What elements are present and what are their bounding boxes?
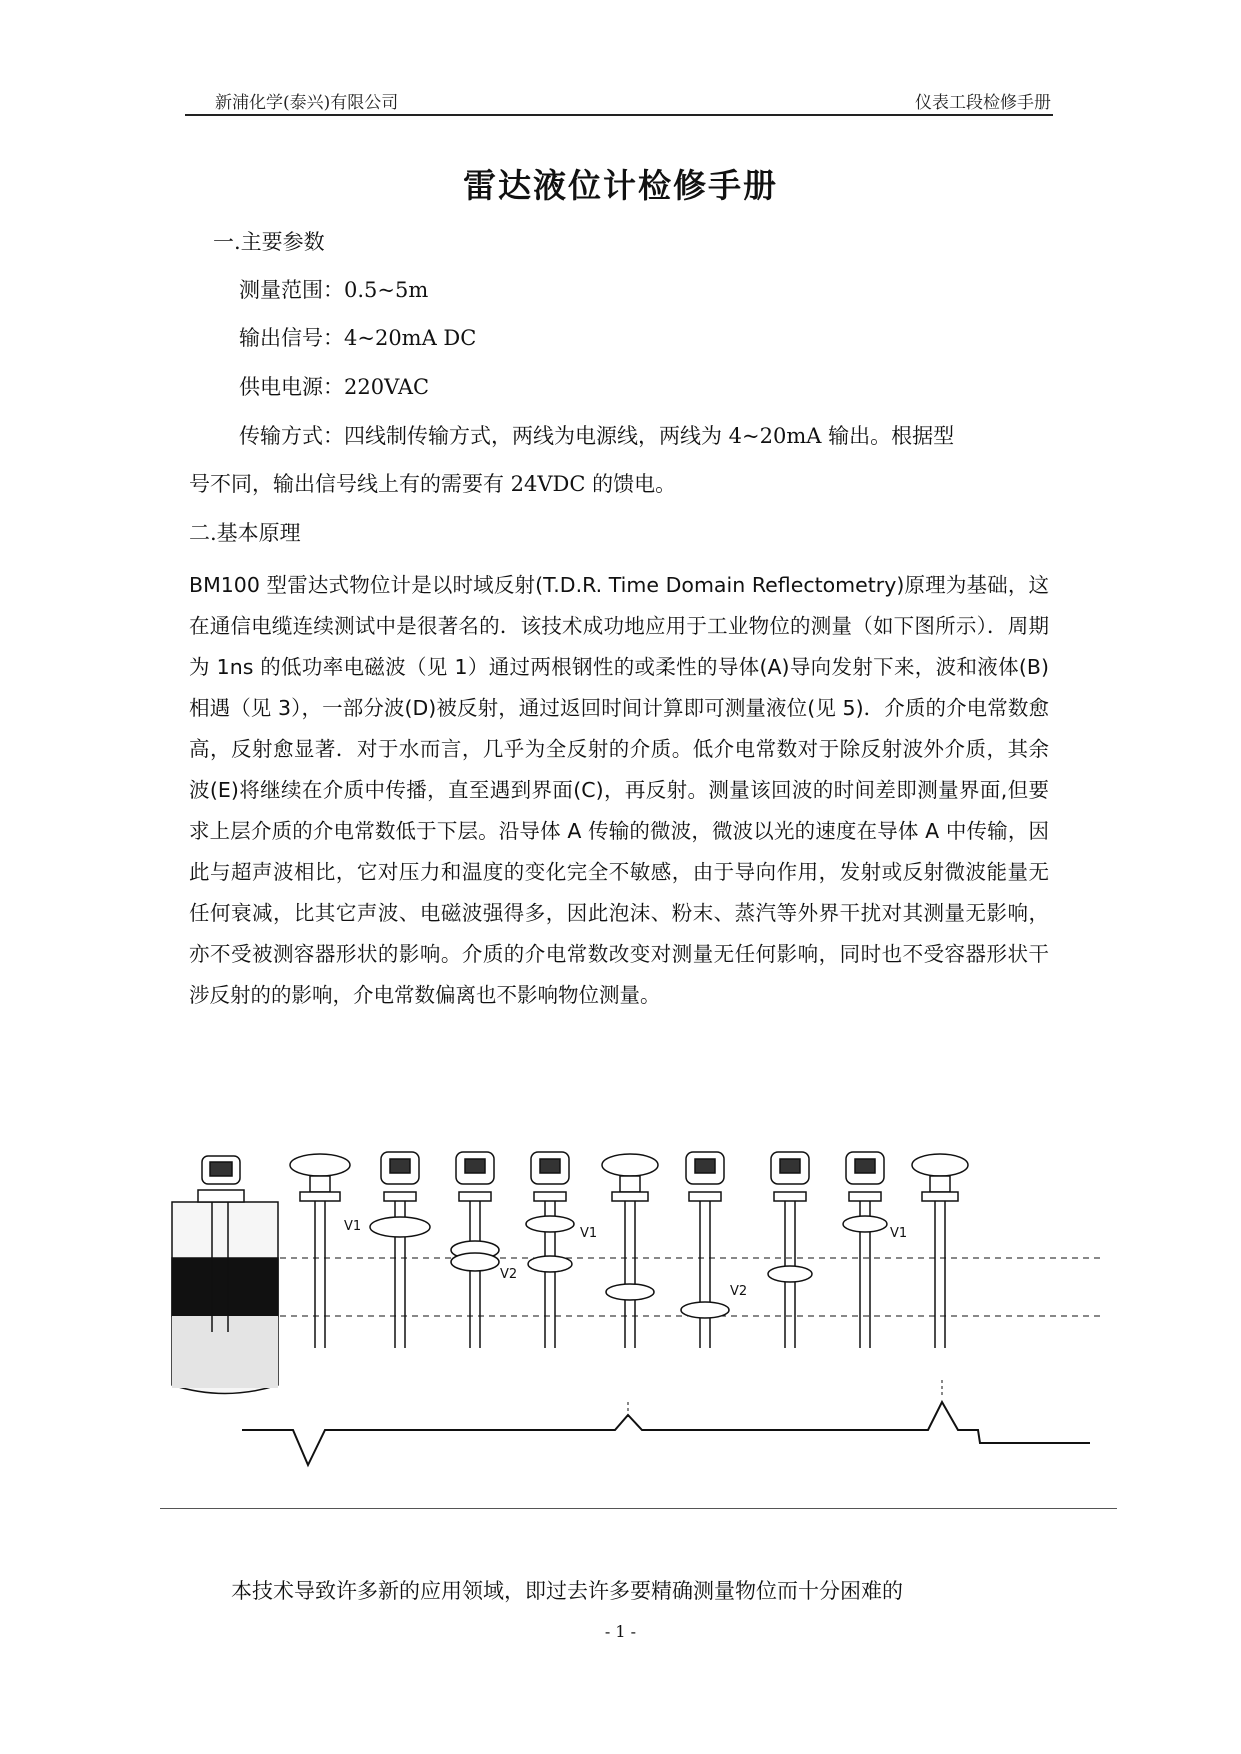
principle-paragraph: BM100 型雷达式物位计是以时域反射(T.D.R. Time Domain Reflectometry)原理为基础，这在通信电缆连续测试中是很著名的．该技术成功地应用于工业物位的测量（如下图所示）．周期为 1ns 的低功率电磁波（见 1）通过两根钢性的或柔性的导体(A)导向发射下来，波和液体(B)相遇（见 3），一部分波(D)被反射，通过返回时间计算即可测量液位(见 5)．介质的介电常数愈高，反射愈显著．对于水而言，几乎为全反射的介质。低介电常数对于除反射波外介质，其余波(E)将继续在介质中传播，直至遇到界面(C)，再反射。测量该回波的时间差即测量界面,但要求上层介质的介电常数低于下层。沿导体 A 传输的微波，微波以光的速度在导体 A 中传输，因此与超声波相比，它对压力和温度的变化完全不敏感，由于导向作用，发射或反射微波能量无任何衰减，比其它声波、电磁波强得多，因此泡沫、粉末、蒸汽等外界干扰对其测量无影响，亦不受被测容器形状的影响。介质的介电常数改变对测量无任何影响，同时也不受容器形状干涉反射的的影响，介电常数偏离也不影响物位测量。	[189, 573, 1049, 1007]
probe-2	[370, 1152, 430, 1348]
param-output: 输出信号：4~20mA DC	[239, 326, 477, 350]
param-power: 供电电源：220VAC	[239, 375, 430, 399]
probe-7	[768, 1152, 812, 1348]
tank	[172, 1156, 278, 1394]
probe-6	[681, 1152, 729, 1348]
radar-level-diagram	[160, 1140, 1120, 1475]
label-v1-c: V1	[890, 1226, 908, 1241]
probe-5	[602, 1154, 658, 1348]
param-range: 测量范围：0.5~5m	[239, 278, 429, 302]
probe-4	[526, 1152, 574, 1348]
bottom-rule	[160, 1508, 1117, 1509]
probe-8	[843, 1152, 887, 1348]
page-title: 雷达液位计检修手册	[463, 166, 778, 205]
transmission-line1: 传输方式：四线制传输方式，两线为电源线，两线为 4~20mA 输出。根据型	[239, 424, 955, 448]
label-v2-b: V2	[730, 1284, 748, 1299]
section2-heading: 二.基本原理	[189, 521, 301, 545]
label-v1-b: V1	[580, 1226, 598, 1241]
footer-text: 本技术导致许多新的应用领域，即过去许多要精确测量物位而十分困难的	[231, 1579, 903, 1603]
probe-9	[912, 1154, 968, 1348]
header-company: 新浦化学(泰兴)有限公司	[215, 93, 399, 113]
header-manual-title: 仪表工段检修手册	[915, 93, 1051, 113]
probe-3	[451, 1152, 499, 1348]
probe-1	[290, 1154, 350, 1348]
transmission-line2: 号不同，输出信号线上有的需要有 24VDC 的馈电。	[189, 472, 677, 496]
echo-waveform	[242, 1402, 1090, 1465]
section1-heading: 一.主要参数	[213, 230, 325, 254]
label-v1-a: V1	[344, 1219, 362, 1234]
page-number: - 1 -	[604, 1622, 637, 1641]
label-v2-a: V2	[500, 1267, 518, 1282]
header-rule	[185, 114, 1053, 116]
